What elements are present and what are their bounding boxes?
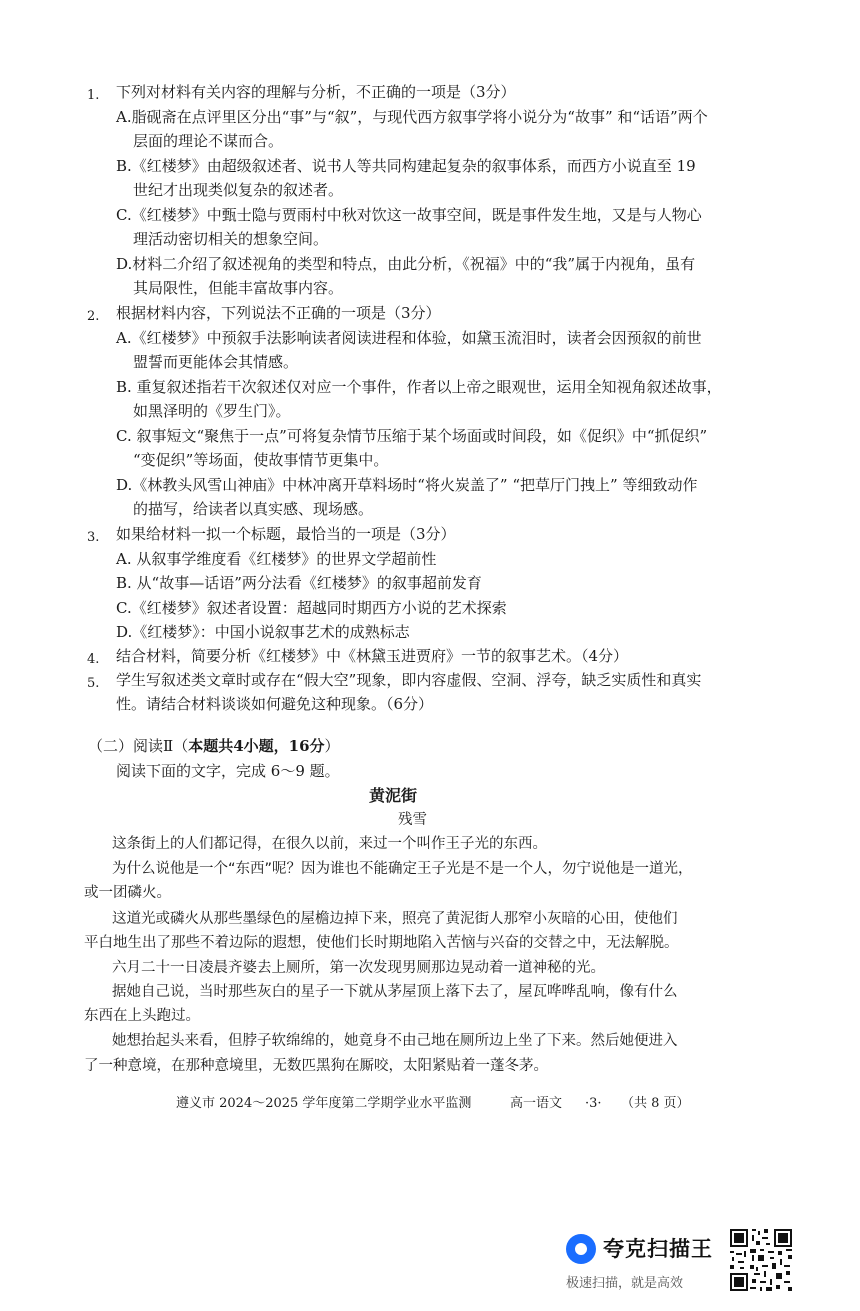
q2-option-c-cont: “变促织”等场面，使故事情节更集中。 [133, 451, 389, 469]
q1-option-b: B.《红楼梦》由超级叙述者、说书人等共同构建起复杂的叙事体系，而西方小说直至 19 [116, 157, 696, 175]
q3-option-d: D.《红楼梦》：中国小说叙事艺术的成熟标志 [116, 623, 410, 641]
story-line: 她想抬起头来看，但脖子软绵绵的，她竟身不由己地在厕所边上坐了下来。然后她便进入 [112, 1033, 678, 1049]
story-line: 六月二十一日凌晨齐婆去上厕所，第一次发现男厕那边晃动着一道神秘的光。 [112, 960, 605, 976]
q2-option-d-cont: 的描写，给读者以真实感、现场感。 [133, 500, 374, 518]
section-2-instruction: 阅读下面的文字，完成 6～9 题。 [116, 762, 340, 780]
footer-total-pages: （共 8 页） [621, 1096, 690, 1111]
story-line: 东西在上头跑过。 [84, 1008, 200, 1024]
q1-option-c-cont: 理活动密切相关的想象空间。 [133, 230, 329, 248]
story-title: 黄泥街 [369, 786, 418, 805]
story-line: 平白地生出了那些不着边际的遐想，使他们长时期地陷入苦恼与兴奋的交替之中，无法解脱。 [84, 935, 679, 951]
q2-option-b: B. 重复叙述指若干次叙述仅对应一个事件，作者以上帝之眼观世，运用全知视角叙述故事， [116, 378, 722, 396]
footer-page-number: ·3· [585, 1096, 602, 1111]
q2-option-b-cont: 如黑泽明的《罗生门》。 [133, 402, 291, 420]
scanner-logo-icon [566, 1234, 596, 1264]
story-line: 或一团磷火。 [84, 885, 171, 901]
q3-option-a: A. 从叙事学维度看《红楼梦》的世界文学超前性 [116, 550, 437, 568]
q3-option-b: B. 从“故事—话语”两分法看《红楼梦》的叙事超前发育 [116, 574, 482, 592]
q2-option-d: D.《林教头风雪山神庙》中林冲离开草料场时“将火炭盖了” “把草厅门拽上” 等细致动作 [116, 476, 698, 494]
story-line: 了一种意境，在那种意境里，无数匹黑狗在厮咬，太阳紧贴着一蓬冬茅。 [84, 1058, 548, 1074]
question-5-stem-cont: 性。请结合材料谈谈如何避免这种现象。（6分） [116, 695, 434, 713]
scanner-brand-name: 夸克扫描王 [603, 1237, 713, 1261]
q2-option-c: C. 叙事短文“聚焦于一点”可将复杂情节压缩于某个场面或时间段，如《促织》中“抓促织” [116, 427, 708, 445]
story-line: 据她自己说，当时那些灰白的星子一下就从茅屋顶上落下去了，屋瓦哗哗乱响，像有什么 [112, 984, 678, 1000]
question-1-number: 1. [87, 88, 100, 103]
question-4-stem: 结合材料，简要分析《红楼梦》中《林黛玉进贾府》一节的叙事艺术。（4分） [116, 647, 629, 665]
qr-code-icon [728, 1227, 794, 1293]
q3-option-c: C.《红楼梦》叙述者设置：超越同时期西方小说的艺术探索 [116, 599, 507, 617]
story-author: 残雪 [398, 812, 427, 828]
footer-exam-name: 遵义市 2024～2025 学年度第二学期学业水平监测 [176, 1096, 472, 1111]
q1-option-a: A.脂砚斋在点评里区分出“事”与“叙”，与现代西方叙事学将小说分为“故事” 和“话语”两个 [116, 108, 708, 126]
question-3-number: 3. [87, 530, 100, 545]
q2-option-a: A.《红楼梦》中预叙手法影响读者阅读进程和体验，如黛玉流泪时，读者会因预叙的前世 [116, 329, 702, 347]
question-2-stem: 根据材料内容，下列说法不正确的一项是（3分） [116, 304, 441, 322]
story-line: 为什么说他是一个“东西”呢？因为谁也不能确定王子光是不是一个人，勿宁说他是一道光， [112, 861, 693, 877]
story-line: 这条街上的人们都记得，在很久以前，来过一个叫作王子光的东西。 [112, 836, 547, 852]
section-2-heading [88, 736, 340, 756]
story-line: 这道光或磷火从那些墨绿色的屋檐边掉下来，照亮了黄泥街人那窄小灰暗的心田，使他们 [112, 911, 678, 927]
question-4-number: 4. [87, 652, 100, 667]
q1-option-c: C.《红楼梦》中甄士隐与贾雨村中秋对饮这一故事空间，既是事件发生地，又是与人物心 [116, 206, 702, 224]
section-2-heading-suffix: ） [324, 737, 340, 755]
question-3-stem: 如果给材料一拟一个标题，最恰当的一项是（3分） [116, 525, 456, 543]
question-5-number: 5. [87, 676, 100, 691]
scanner-slogan: 极速扫描，就是高效 [566, 1276, 684, 1291]
q1-option-d-cont: 其局限性，但能丰富故事内容。 [133, 279, 344, 297]
footer-subject: 高一语文 [510, 1096, 563, 1111]
q1-option-b-cont: 世纪才出现类似复杂的叙述者。 [133, 181, 344, 199]
q2-option-a-cont: 盟誓而更能体会其情感。 [133, 353, 299, 371]
q1-option-a-cont: 层面的理论不谋而合。 [133, 132, 284, 150]
question-5-stem: 学生写叙述类文章时或存在“假大空”现象，即内容虚假、空洞、浮夸，缺乏实质性和真实 [116, 671, 702, 689]
question-1-stem: 下列对材料有关内容的理解与分析，不正确的一项是（3分） [116, 83, 516, 101]
section-2-heading-prefix: （二）阅读Ⅱ（ [88, 737, 189, 755]
question-2-number: 2. [87, 309, 100, 324]
q1-option-d: D.材料二介绍了叙述视角的类型和特点，由此分析，《祝福》中的“我”属于内视角，虽有 [116, 255, 696, 273]
section-2-heading-bold: 本题共4小题，16分 [188, 737, 325, 755]
